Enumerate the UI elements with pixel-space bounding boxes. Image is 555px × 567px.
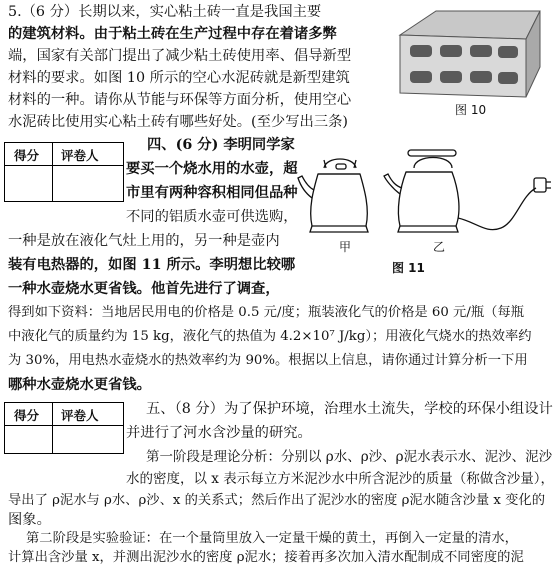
q4-line-1: 四、(6 分) 李明同学家	[147, 137, 295, 153]
q4-line-8: 得到如下资料：当地居民用电的价格是 0.5 元/度；瓶装液化气的价格是 60 元/瓶（每瓶	[8, 305, 525, 320]
electric-kettle-icon	[384, 150, 551, 232]
score-box-1	[4, 142, 124, 202]
q5b-line-6: 图象。	[8, 512, 51, 528]
score-label: 得分	[14, 408, 40, 423]
q5-line-5: 材料的一种。请你从节能与环保等方面分析，使用空心	[8, 92, 352, 108]
score-label: 得分	[14, 148, 40, 163]
q4-line-6: 装有电热器的，如图 11 所示。李明想比较哪	[8, 257, 296, 273]
figure-11-caption: 图 11	[392, 261, 425, 275]
q5-line-6: 水泥砖比使用实心粘土砖有哪些好处。(至少写出三条)	[8, 114, 348, 130]
q4-line-2: 要买一个烧水用的水壶，超	[126, 161, 298, 177]
score-box-2	[4, 402, 124, 454]
q5-line-3: 端，国家有关部门提出了减少粘土砖使用率、倡导新型	[8, 48, 352, 64]
kettles-figure	[296, 148, 552, 248]
q4-line-4: 不同的铝质水壶可供选购，	[126, 209, 298, 225]
q4-line-5: 一种是放在液化气灶上用的，另一种是壶内	[8, 233, 280, 249]
q5b-line-8: 计算出含沙量 x，并测出泥沙水的密度 ρ泥水；接着再多次加入清水配制成不同密度的泥	[8, 550, 524, 565]
gas-kettle-icon	[298, 159, 368, 232]
q4-line-11: 哪种水壶烧水更省钱。	[8, 377, 151, 393]
q4-line-9: 中液化气的质量约为 15 kg，液化气的热值为 4.2×10⁷ J/kg）；用液化气烧水的热效率约	[8, 329, 532, 344]
q5-line-1: 5.（6 分）长期以来，实心粘土砖一直是我国主要	[8, 4, 322, 20]
figure-10-caption: 图 10	[455, 103, 487, 117]
grader-label: 评卷人	[61, 408, 99, 423]
q5b-line-7: 第二阶段是实验验证：在一个量筒里放入一定量干燥的黄土，再倒入一定量的清水，	[26, 531, 518, 546]
q5b-line-2: 并进行了河水含沙量的研究。	[126, 425, 312, 441]
q5b-line-3: 第一阶段是理论分析：分别以 ρ水、ρ沙、ρ泥水表示水、泥沙、泥沙	[146, 449, 553, 465]
q5b-line-5: 导出了 ρ泥水与 ρ水、ρ沙、x 的关系式；然后作出了泥沙水的密度 ρ泥水随含沙量 x 变化的	[8, 493, 546, 508]
q5-line-2: 的建筑材料。由于粘土砖在生产过程中存在着诸多弊	[8, 26, 337, 42]
q4-line-10: 为 30%，用电热水壶烧水的热效率约为 90%。根据以上信息，请你通过计算分析一下用	[8, 353, 528, 368]
q5b-line-1: 五、（8 分）为了保护环境，治理水土流失，学校的环保小组设计	[146, 401, 553, 417]
kettle-a-label: 甲	[339, 240, 352, 254]
hollow-brick-figure	[388, 5, 548, 110]
q4-line-3: 市里有两种容积相同但品种	[126, 185, 298, 201]
q5-line-4: 材料的要求。如图 10 所示的空心水泥砖就是新型建筑	[8, 70, 350, 86]
q4-line-7: 一种水壶烧水更省钱。他首先进行了调查，	[8, 281, 280, 297]
grader-label: 评卷人	[61, 148, 99, 163]
kettle-b-label: 乙	[433, 240, 446, 254]
q5b-line-4: 水的密度，以 x 表示每立方米泥沙水中所含泥沙的质量（称做含沙量），	[126, 471, 554, 487]
